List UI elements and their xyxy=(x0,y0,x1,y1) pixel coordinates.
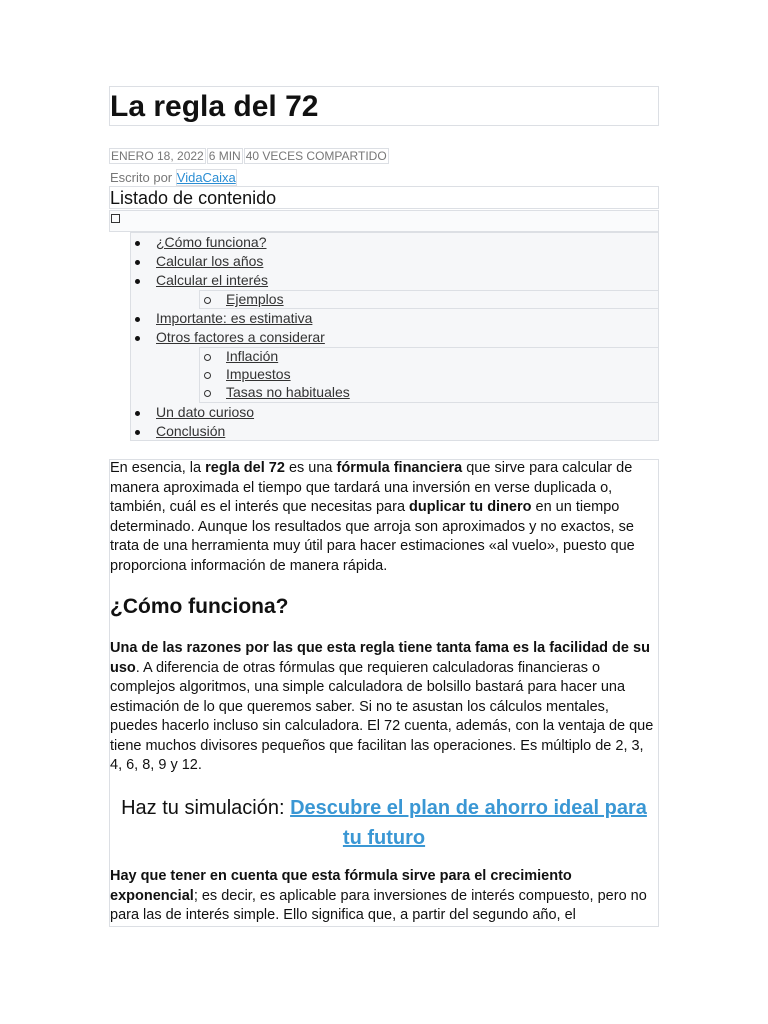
page-title: La regla del 72 xyxy=(110,90,319,123)
section-paragraph: Una de las razones por las que esta regla tiene tanta fama es la facilidad de su uso. A diferencia de otras fórmulas que requieren calculadoras financieras o complejos algoritmos, una simple calculadora de bolsillo bastará para hacer una estimación de lo que queremos saber. Si no te asustan los cálculos mentales, puedes hacerlo incluso sin calculadora. El 72 cuenta, además, con la ventaja de que tiene muchos divisores pequeños que facilitan las operaciones. Es múltiplo de 2, 3, 4, 6, 8, 9 y 12. xyxy=(110,640,654,773)
toc-subitem-impuestos[interactable]: Impuestos xyxy=(226,366,291,383)
circle-bullet-icon xyxy=(204,354,211,361)
toc-subitem-inflacion[interactable]: Inflación xyxy=(226,348,278,365)
simulation-callout: Haz tu simulación: Descubre el plan de ahorro ideal para tu futuro xyxy=(121,797,647,849)
toc-item-otros-factores[interactable]: Otros factores a considerar xyxy=(156,329,325,346)
section-heading: ¿Cómo funciona? xyxy=(110,595,289,618)
toc-item-importante[interactable]: Importante: es estimativa xyxy=(156,310,312,327)
article-meta xyxy=(109,148,390,164)
publish-date: ENERO 18, 2022 xyxy=(111,149,204,163)
toc-toggle-checkbox[interactable] xyxy=(111,214,120,223)
toc-item-como-funciona[interactable]: ¿Cómo funciona? xyxy=(156,234,267,251)
toc-heading: Listado de contenido xyxy=(110,188,277,208)
toc-item-calcular-anos[interactable]: Calcular los años xyxy=(156,253,263,270)
author-line xyxy=(110,170,237,186)
circle-bullet-icon xyxy=(204,372,211,379)
read-time: 6 MIN xyxy=(208,149,241,163)
bullet-icon xyxy=(135,411,140,416)
bullet-icon xyxy=(135,336,140,341)
toc-item-calcular-interes[interactable]: Calcular el interés xyxy=(156,272,268,289)
bullet-icon xyxy=(135,279,140,284)
bullet-icon xyxy=(135,317,140,322)
bullet-icon xyxy=(135,260,140,265)
bullet-icon xyxy=(135,430,140,435)
author-prefix: Escrito por xyxy=(110,170,173,185)
toc-item-conclusion[interactable]: Conclusión xyxy=(156,423,225,440)
bullet-icon xyxy=(135,241,140,246)
section-paragraph-2: Hay que tener en cuenta que esta fórmula sirve para el crecimiento exponencial; es decir, es aplicable para inversiones de interés compuesto, pero no para las de interés simple. Ello significa que, a partir del segundo año, el xyxy=(110,868,647,923)
toc-subitem-ejemplos[interactable]: Ejemplos xyxy=(226,291,284,308)
circle-bullet-icon xyxy=(204,390,211,397)
circle-bullet-icon xyxy=(204,297,211,304)
intro-paragraph: En esencia, la regla del 72 es una fórmula financiera que sirve para calcular de manera aproximada el tiempo que tardará una inversión en verse duplicada o, también, cuál es el interés que necesitas para duplicar tu dinero en un tiempo determinado. Aunque los resultados que arroja son aproximados y no exactos, se trata de una herramienta muy útil para hacer estimaciones «al vuelo», puesto que proporciona información de manera rápida. xyxy=(110,460,635,574)
author-link[interactable]: VidaCaixa xyxy=(176,170,236,185)
simulation-link[interactable]: Descubre el plan de ahorro ideal para tu futuro xyxy=(290,797,647,849)
toc-toggle-row xyxy=(109,210,659,232)
share-count: 40 VECES COMPARTIDO xyxy=(245,149,387,163)
toc-item-dato-curioso[interactable]: Un dato curioso xyxy=(156,404,254,421)
toc-subitem-tasas[interactable]: Tasas no habituales xyxy=(226,384,350,401)
